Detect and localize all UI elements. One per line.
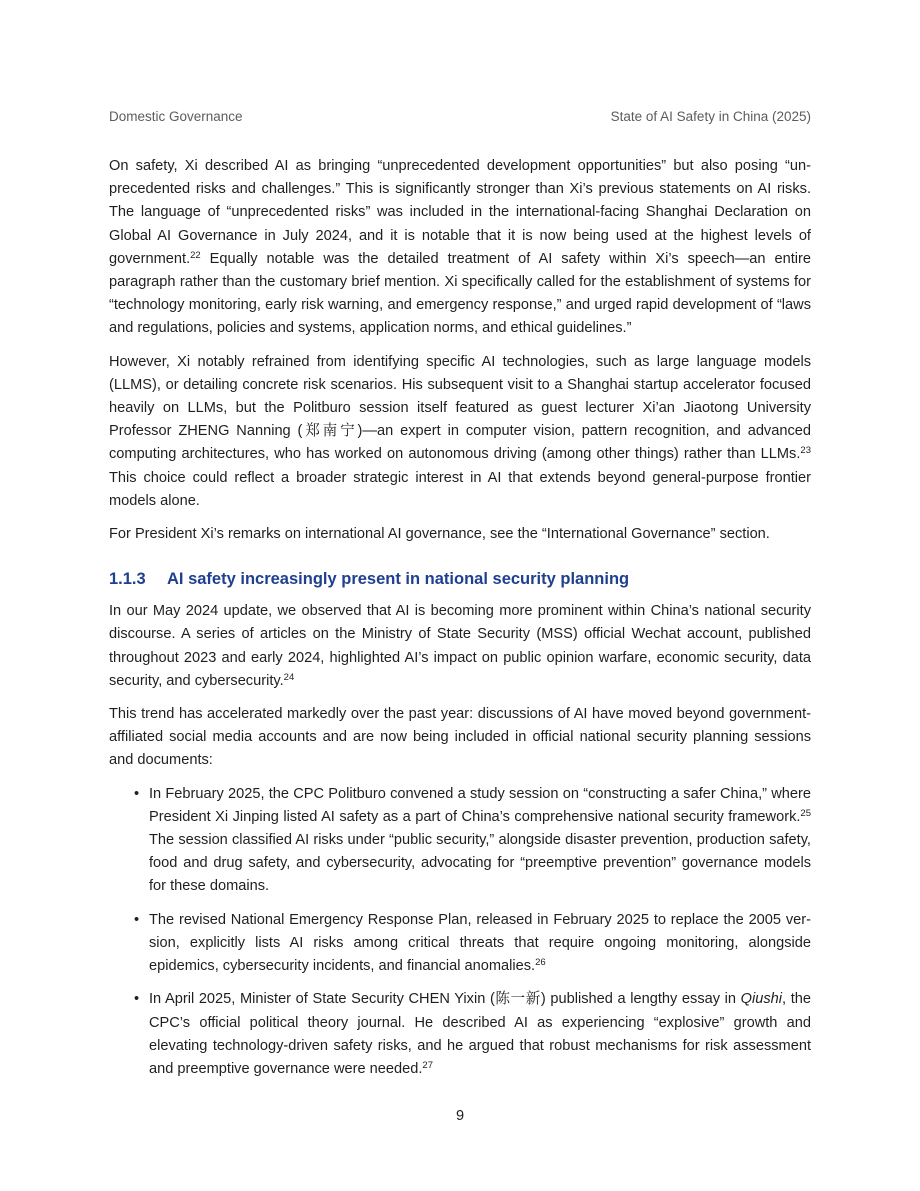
list-item-text: In February 2025, the CPC Politburo convened a study session on “constructing a safer China,” where President Xi Jinping listed AI safety as a part of China’s comprehensive national security framework.	[149, 785, 811, 825]
page-number: 9	[455, 1108, 465, 1124]
paragraph-xi-refrained	[109, 351, 811, 513]
journal-title: Qiushi	[740, 991, 783, 1008]
list-item	[149, 988, 811, 1081]
paragraph-text: Equally notable was the detailed treatment of AI safety within Xi’s speech—an entire paragraph rather than the customary brief mention. Xi specifically called for the establishment of systems for “technology monitoring, early risk warning, and emergency response,” and urged rapid development of “laws and regulations, policies and systems, application norms, and ethical guidelines.”	[109, 250, 811, 337]
bullet-list	[109, 783, 811, 1081]
paragraph-text: However, Xi notably refrained from identifying specific AI technologies, such as large language models (LLMS), or detailing concrete risk scenarios. His subsequent visit to a Shanghai startup accelerator focused heavily on LLMs, but the Politburo session itself featured as guest lecturer Xi’an Jiaotong University Professor ZHENG Nanning (郑南宁)—an expert in computer vision, pattern recognition, and advanced computing architectures, who has worked on autonomous driving (among other things) rather than LLMs.	[109, 353, 811, 463]
footnote-ref[interactable]: 27	[422, 1059, 433, 1071]
footnote-ref[interactable]: 26	[535, 957, 546, 969]
header-section-title: Domestic Governance	[109, 109, 243, 124]
list-item-text: The session classified AI risks under “public security,” alongside disaster prevention, production safety, food and drug safety, and cybersecurity, advocating for “preemptive prevention” governance models for these domains.	[149, 832, 811, 895]
footnote-ref[interactable]: 23	[800, 445, 811, 457]
footnote-ref[interactable]: 25	[800, 807, 811, 819]
page-body	[109, 155, 811, 1091]
header-report-title: State of AI Safety in China (2025)	[610, 109, 811, 124]
paragraph-text: On safety, Xi described AI as bringing “unprecedented development opportunities” but also posing “unprecedented risks and challenges.” This is significantly stronger than Xi’s previous statements on AI risks. The language of “unprecedented risks” was included in the international-facing Shanghai Declaration on Global AI Governance in July 2024, and it is notable that it is now being used at the highest levels of government.	[109, 158, 811, 267]
footnote-ref[interactable]: 24	[283, 671, 295, 683]
section-heading	[109, 568, 811, 590]
section-number: 1.1.3	[109, 570, 146, 589]
list-item	[149, 909, 811, 979]
paragraph-xi-safety	[109, 155, 811, 341]
list-item	[149, 783, 811, 899]
footnote-ref[interactable]: 22	[190, 249, 201, 261]
list-item-text: In April 2025, Minister of State Security CHEN Yixin (陈一新) published a lengthy essay in	[149, 991, 741, 1008]
paragraph-text: This choice could reflect a broader strategic interest in AI that extends beyond general-purpose frontier models alone.	[109, 469, 811, 509]
paragraph-trend: This trend has accelerated markedly over the past year: discussions of AI have moved beyond government-affiliated social media accounts and are now being included in official national security planning sessions and documents:	[109, 706, 811, 769]
paragraph-may-update	[109, 600, 811, 693]
list-item-text: The revised National Emergency Response Plan, released in February 2025 to replace the 2005 version, explicitly lists AI risks among critical threats that require ongoing monitoring, alongside epidemics, cybersecurity incidents, and financial anomalies.	[149, 911, 811, 975]
list-item-text: , the CPC’s official political theory journal. He described AI as experiencing “explosive” growth and elevating technology-driven safety risks, and he argued that robust mechanisms for risk assessment and preemptive governance were needed.	[149, 991, 812, 1077]
running-header	[109, 109, 811, 127]
section-title: AI safety increasingly present in national security planning	[167, 570, 630, 589]
paragraph-international-ref: For President Xi’s remarks on international AI governance, see the “International Governance” section.	[109, 526, 770, 543]
paragraph-text: In our May 2024 update, we observed that AI is becoming more prominent within China’s national security discourse. A series of articles on the Ministry of State Security (MSS) official Wechat account, published throughout 2023 and early 2024, highlighted AI’s impact on public opinion warfare, economic security, data security, and cybersecurity.	[109, 603, 811, 689]
